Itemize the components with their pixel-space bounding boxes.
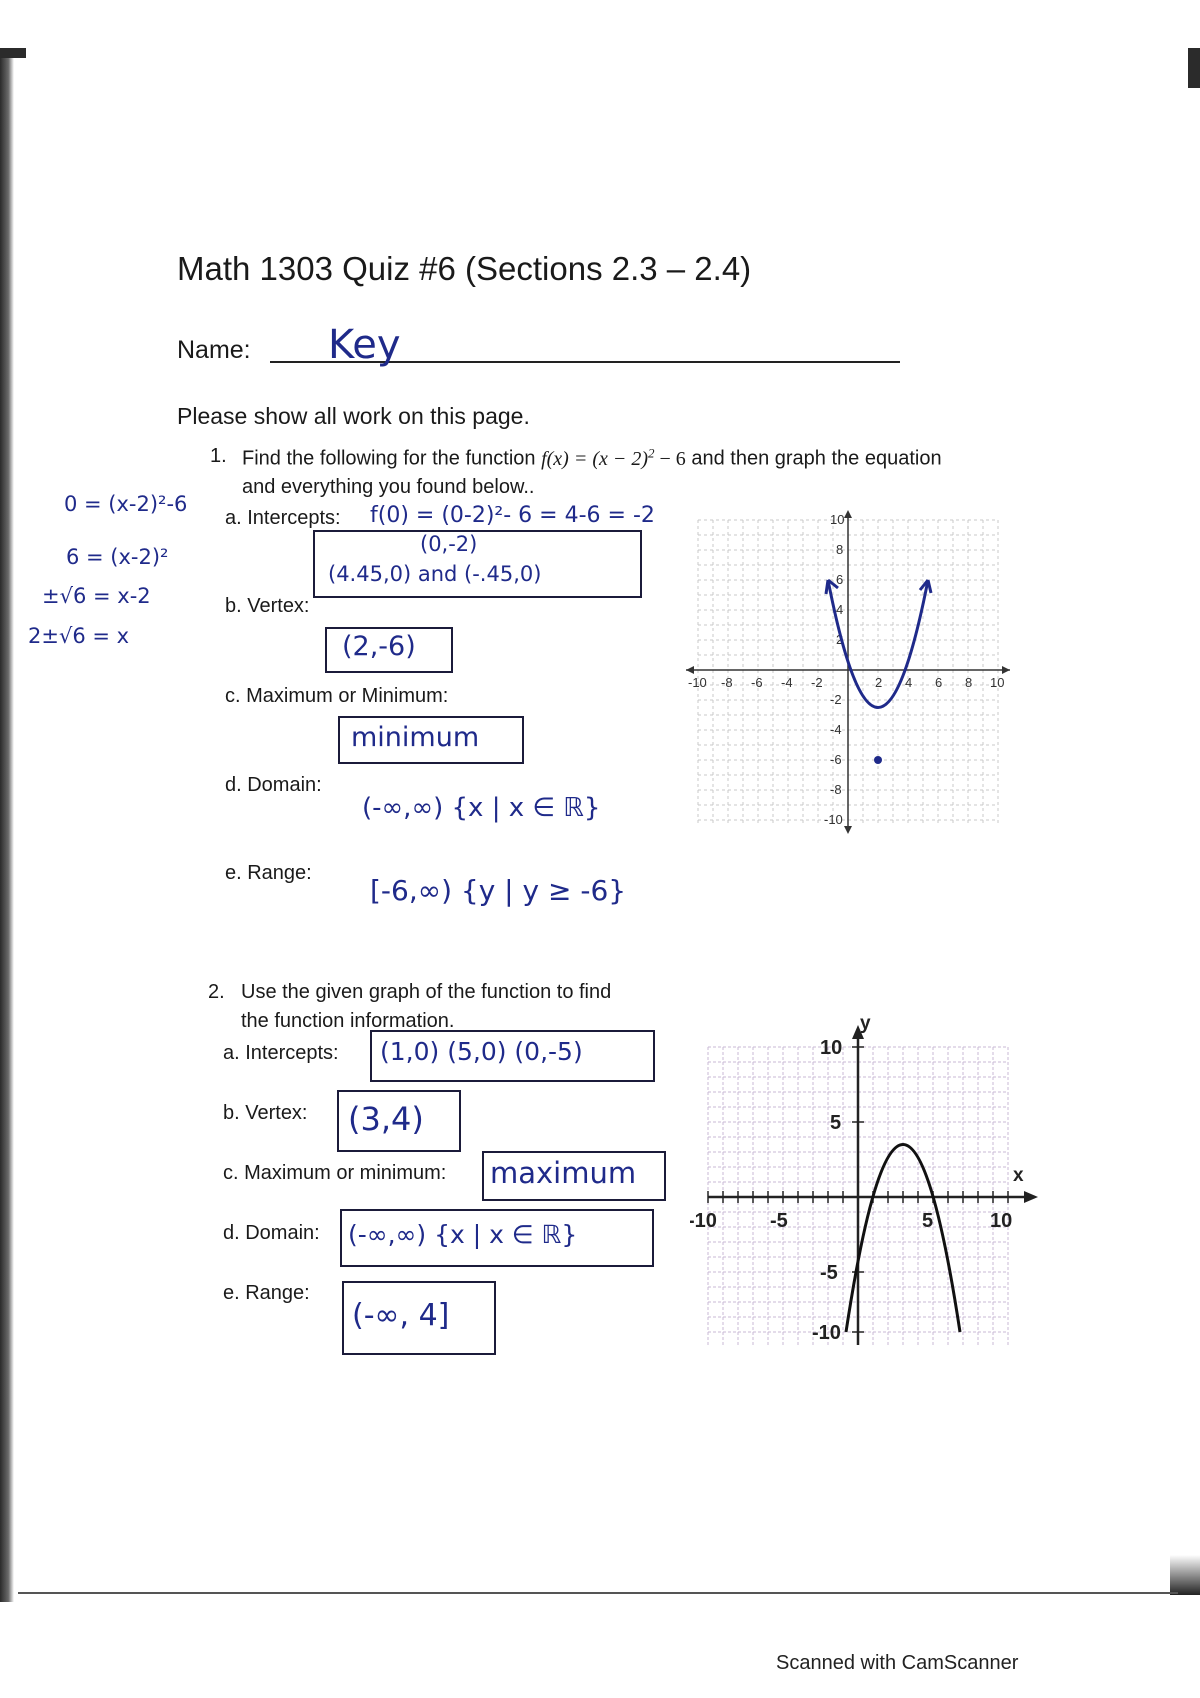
q1-ytick: 6	[836, 572, 844, 587]
q2-maxmin-answer: maximum	[490, 1156, 637, 1190]
q1-xtick: -4	[781, 675, 793, 690]
q1-domain-answer: (-∞,∞) {x | x ∈ ℝ}	[362, 793, 601, 823]
q1-vertex-label: b. Vertex:	[225, 595, 310, 617]
q1-ytick: 2	[836, 632, 844, 647]
q1-xtick: 8	[965, 675, 973, 690]
q1-ytick: 10	[830, 512, 845, 527]
scan-edge-right	[1188, 48, 1200, 88]
q1-xtick: -6	[751, 675, 763, 690]
q1-side-work-3: ±√6 = x-2	[42, 584, 151, 608]
q1-graph-svg	[668, 502, 1028, 852]
q1-side-work-4: 2±√6 = x	[28, 624, 130, 648]
q1-ytick: -8	[830, 782, 842, 797]
q1-function	[541, 445, 686, 470]
q2-ytick: 10	[820, 1037, 843, 1059]
q1-graph-vertex-point	[874, 756, 882, 764]
q2-intercepts-answer: (1,0) (5,0) (0,-5)	[380, 1037, 583, 1066]
q1-number: 1.	[210, 445, 227, 467]
q2-graph-svg	[690, 1005, 1050, 1365]
name-value: Key	[328, 322, 401, 368]
q2-graph-y-label: y	[860, 1013, 871, 1034]
q2-domain-label: d. Domain:	[223, 1222, 320, 1244]
q2-intercepts-label: a. Intercepts:	[223, 1042, 339, 1064]
q2-number: 2.	[208, 981, 225, 1003]
q2-xtick: -5	[770, 1210, 788, 1232]
q2-vertex-label: b. Vertex:	[223, 1102, 308, 1124]
q1-side-work-2: 6 = (x-2)²	[66, 545, 169, 569]
q1-prompt-line1	[242, 445, 942, 471]
q1-side-work-1: 0 = (x-2)²-6	[64, 492, 188, 516]
q2-graph-x-arrow	[1024, 1191, 1038, 1203]
q2-range-answer: (-∞, 4]	[352, 1298, 450, 1333]
instructions: Please show all work on this page.	[177, 403, 530, 429]
q1-range-answer: [-6,∞) {y | y ≥ -6}	[370, 874, 627, 907]
q1-function-expr: f(x) = (x − 2)	[541, 447, 649, 470]
q1-ytick: 4	[836, 602, 844, 617]
q1-xtick: -2	[811, 675, 823, 690]
q1-xtick: -10	[688, 675, 707, 690]
q1-vertex-answer: (2,-6)	[342, 631, 416, 662]
q1-prompt-pre: Find the following for the function	[242, 447, 542, 470]
q1-xtick: 4	[905, 675, 913, 690]
q1-maxmin-label: c. Maximum or Minimum:	[225, 685, 449, 707]
scanner-watermark: Scanned with CamScanner	[776, 1652, 1019, 1674]
q2-domain-answer: (-∞,∞) {x | x ∈ ℝ}	[348, 1220, 578, 1249]
q2-ytick: -5	[820, 1262, 838, 1284]
q1-intercepts-answer-line1: (0,-2)	[420, 532, 478, 556]
q1-xtick: 2	[875, 675, 883, 690]
q1-intercepts-label: a. Intercepts:	[225, 507, 341, 529]
q1-function-tail: − 6	[654, 447, 686, 470]
quiz-title: Math 1303 Quiz #6 (Sections 2.3 – 2.4)	[177, 250, 752, 287]
q2-xtick: 5	[922, 1210, 934, 1232]
q1-xtick: -8	[721, 675, 733, 690]
q2-vertex-answer: (3,4)	[348, 1100, 424, 1138]
scan-edge-bottom-right	[1170, 1555, 1200, 1595]
q1-graph	[668, 502, 1028, 857]
q1-domain-label: d. Domain:	[225, 774, 322, 796]
q2-maxmin-label: c. Maximum or minimum:	[223, 1162, 447, 1184]
q1-range-label: e. Range:	[225, 862, 312, 884]
q2-ytick: 5	[830, 1112, 842, 1134]
q2-xtick: 10	[990, 1210, 1013, 1232]
q1-ytick: -2	[830, 692, 842, 707]
q1-ytick: 8	[836, 542, 844, 557]
q2-prompt-line2: the function information.	[241, 1010, 455, 1032]
q1-xtick: 6	[935, 675, 943, 690]
q1-prompt-post: and then graph the equation	[685, 447, 942, 470]
q2-xtick: -10	[690, 1210, 717, 1232]
q1-function-exp: 2	[648, 445, 655, 460]
q2-ytick: -10	[812, 1322, 841, 1344]
q1-xtick: 10	[990, 675, 1005, 690]
q1-maxmin-answer: minimum	[351, 722, 480, 753]
scan-edge-corner	[0, 48, 26, 58]
scan-edge-left	[0, 52, 14, 1602]
q1-ytick: -6	[830, 752, 842, 767]
q1-intercepts-work: f(0) = (0-2)²- 6 = 4-6 = -2	[370, 503, 655, 528]
q1-ytick: -4	[830, 722, 842, 737]
q2-prompt-line1: Use the given graph of the function to find	[241, 981, 612, 1003]
name-label: Name:	[177, 336, 251, 364]
q2-graph-x-label: x	[1013, 1165, 1024, 1186]
scan-bottom-line	[18, 1592, 1178, 1594]
q1-ytick: -10	[824, 812, 843, 827]
q1-prompt-line2: and everything you found below..	[242, 476, 535, 498]
q1-intercepts-answer-line2: (4.45,0) and (-.45,0)	[328, 562, 542, 586]
q2-range-label: e. Range:	[223, 1282, 310, 1304]
q2-graph	[690, 1005, 1050, 1370]
